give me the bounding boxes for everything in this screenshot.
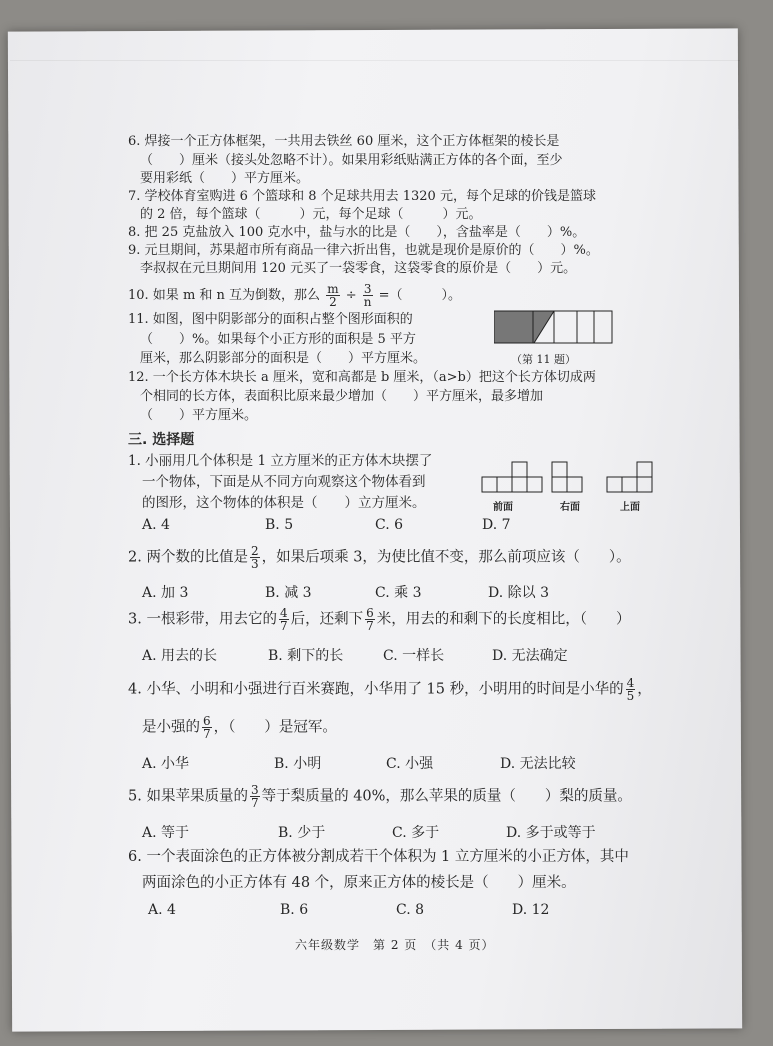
c1-line3: 的图形，这个物体的体积是（ ）立方厘米。 xyxy=(142,495,426,511)
q9-line2: 李叔叔在元旦期间用 120 元买了一袋零食，这袋零食的原价是（ ）元。 xyxy=(140,261,577,276)
c3-option-c[interactable]: C. 一样长 xyxy=(383,648,445,664)
c6-option-b[interactable]: B. 6 xyxy=(280,902,309,918)
q10-fraction-2 xyxy=(363,283,373,308)
c4-den2: 7 xyxy=(203,727,211,741)
c6-line1: 6. 一个表面涂色的正方体被分割成若干个体积为 1 立方厘米的小正方体，其中 xyxy=(128,849,629,865)
q9-line1: 9. 元旦期间，苏果超市所有商品一律六折出售，也就是现价是原价的（ ）%。 xyxy=(128,243,599,258)
q10-den2: n xyxy=(363,295,372,309)
c2-text-a: 2. 两个数的比值是 xyxy=(128,549,248,566)
c1-line1: 1. 小丽用几个体积是 1 立方厘米的正方体木块摆了 xyxy=(128,453,433,469)
c2-option-d[interactable]: D. 除以 3 xyxy=(488,585,549,601)
c4-text-b: ， xyxy=(637,681,652,698)
c1-line2: 一个物体，下面是从不同方向观察这个物体看到 xyxy=(142,474,426,490)
c5-option-b[interactable]: B. 少于 xyxy=(278,825,326,841)
c1-top-label: 上面 xyxy=(620,502,640,513)
c3-text-c: 米，用去的和剩下的长度相比，（ ） xyxy=(376,611,631,628)
c3-option-b[interactable]: B. 剩下的长 xyxy=(268,648,344,664)
c2-option-b[interactable]: B. 减 3 xyxy=(265,585,312,601)
c6-line2: 两面涂色的小正方体有 48 个，原来正方体的棱长是（ ）厘米。 xyxy=(142,875,576,891)
paper-fold xyxy=(10,60,740,61)
q7-line1: 7. 学校体育室购进 6 个篮球和 8 个足球共用去 1320 元，每个足球的价钱是篮球 xyxy=(128,189,596,204)
q6-line2: （ ）厘米（接头处忽略不计）。如果用彩纸贴满正方体的各个面，至少 xyxy=(140,153,563,168)
q11-shaded-region xyxy=(494,311,554,343)
q6-line3: 要用彩纸（ ）平方厘米。 xyxy=(140,171,310,186)
c1-front-label: 前面 xyxy=(493,502,513,513)
q10-num1: m xyxy=(327,282,339,296)
c1-right-view xyxy=(550,460,600,494)
c5-option-c[interactable]: C. 多于 xyxy=(392,825,440,841)
c1-right-label: 右面 xyxy=(560,502,580,513)
q10-text-b: =（ ）。 xyxy=(378,288,462,303)
q6-line1: 6. 焊接一个正方体框架，一共用去铁丝 60 厘米，这个正方体框架的棱长是 xyxy=(128,134,560,149)
c4-line2 xyxy=(142,715,337,740)
c2-line xyxy=(128,545,631,570)
c5-line xyxy=(128,784,632,809)
q7-line2: 的 2 倍，每个篮球（ ）元，每个足球（ ）元。 xyxy=(140,207,482,222)
q11-line2: （ ）%。如果每个小正方形的面积是 5 平方 xyxy=(140,332,416,347)
c4-num1: 4 xyxy=(626,676,635,690)
c4-fraction-2 xyxy=(202,715,212,740)
c1-option-d[interactable]: D. 7 xyxy=(482,517,511,533)
q10-den1: 2 xyxy=(329,295,337,309)
q10-num2: 3 xyxy=(363,282,372,296)
q12-line1: 12. 一个长方体木块长 a 厘米，宽和高都是 b 厘米，（a>b）把这个长方体切成两 xyxy=(128,370,596,385)
c2-den: 3 xyxy=(250,557,259,571)
q10-operator: ÷ xyxy=(345,288,357,303)
c3-fraction-2 xyxy=(365,607,375,632)
page-footer: 六年级数学 第 2 页 （共 4 页） xyxy=(295,938,495,952)
c4-num2: 6 xyxy=(203,714,211,728)
c5-fraction xyxy=(250,784,260,809)
q11-line3: 厘米，那么阴影部分的面积是（ ）平方厘米。 xyxy=(140,351,427,366)
section-title-choice: 三. 选择题 xyxy=(128,432,195,448)
c6-option-a[interactable]: A. 4 xyxy=(148,902,176,918)
c5-text-a: 5. 如果苹果质量的 xyxy=(128,788,248,805)
c5-num: 3 xyxy=(250,783,259,797)
c5-option-d[interactable]: D. 多于或等于 xyxy=(506,825,596,841)
c4-option-c[interactable]: C. 小强 xyxy=(386,756,434,772)
c4-option-d[interactable]: D. 无法比较 xyxy=(500,756,576,772)
c1-front-view xyxy=(480,460,550,494)
q11-figure-caption: （第 11 题） xyxy=(511,353,576,366)
c3-den2: 7 xyxy=(366,619,374,633)
c4-line1 xyxy=(128,677,652,702)
c3-num2: 6 xyxy=(366,606,374,620)
c4-den1: 5 xyxy=(626,689,635,703)
q11-figure xyxy=(494,309,614,345)
c6-option-d[interactable]: D. 12 xyxy=(512,902,550,918)
c3-den1: 7 xyxy=(279,619,288,633)
q10-text-a: 10. 如果 m 和 n 互为倒数，那么 xyxy=(128,288,321,303)
c3-option-d[interactable]: D. 无法确定 xyxy=(492,648,568,664)
c2-text-b: ，如果后项乘 3，为使比值不变，那么前项应该（ ）。 xyxy=(261,549,631,566)
c3-line xyxy=(128,607,630,632)
c3-text-a: 3. 一根彩带，用去它的 xyxy=(128,611,277,628)
c1-option-b[interactable]: B. 5 xyxy=(265,517,294,533)
c3-num1: 4 xyxy=(279,606,288,620)
c5-option-a[interactable]: A. 等于 xyxy=(142,825,190,841)
q11-line1: 11. 如图，图中阴影部分的面积占整个图形面积的 xyxy=(128,312,413,327)
c2-fraction xyxy=(250,545,260,570)
q10-fraction-1 xyxy=(326,283,339,308)
q8-line: 8. 把 25 克盐放入 100 克水中，盐与水的比是（ ），含盐率是（ ）%。 xyxy=(128,225,586,240)
c2-option-c[interactable]: C. 乘 3 xyxy=(375,585,422,601)
c1-option-c[interactable]: C. 6 xyxy=(375,517,404,533)
c5-den: 7 xyxy=(250,796,259,810)
c1-top-view xyxy=(605,460,665,494)
c4-text-d: ，（ ）是冠军。 xyxy=(213,719,337,736)
c3-text-b: 后，还剩下 xyxy=(290,611,364,628)
c3-fraction-1 xyxy=(279,607,289,632)
c4-option-a[interactable]: A. 小华 xyxy=(142,756,190,772)
c4-fraction-1 xyxy=(626,677,636,702)
c3-option-a[interactable]: A. 用去的长 xyxy=(142,648,218,664)
c6-option-c[interactable]: C. 8 xyxy=(396,902,425,918)
q10-line xyxy=(128,283,461,308)
c5-text-b: 等于梨质量的 40%，那么苹果的质量（ ）梨的质量。 xyxy=(261,788,632,805)
c4-text-a: 4. 小华、小明和小强进行百米赛跑，小华用了 15 秒，小明用的时间是小华的 xyxy=(128,681,624,698)
q12-line2: 个相同的长方体，表面积比原来最少增加（ ）平方厘米，最多增加 xyxy=(140,389,544,404)
c4-text-c: 是小强的 xyxy=(142,719,200,736)
q12-line3: （ ）平方厘米。 xyxy=(140,408,258,423)
c2-num: 2 xyxy=(250,544,259,558)
c1-option-a[interactable]: A. 4 xyxy=(142,517,170,533)
c4-option-b[interactable]: B. 小明 xyxy=(274,756,322,772)
c2-option-a[interactable]: A. 加 3 xyxy=(142,585,189,601)
